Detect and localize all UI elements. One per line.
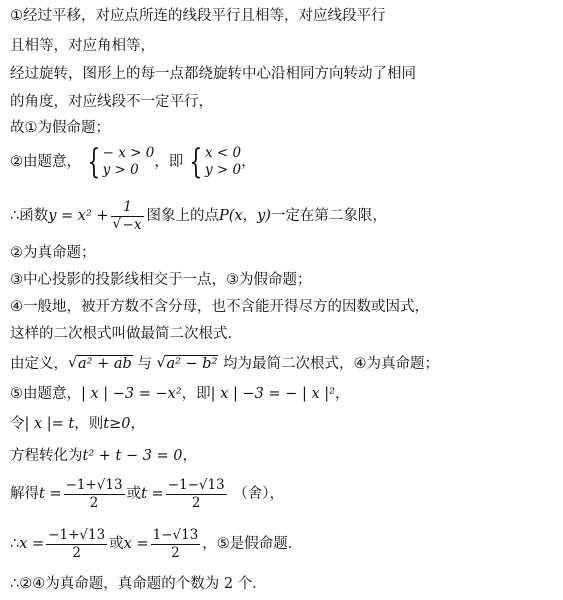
text-line: ①经过平移，对应点所连的线段平行且相等，对应线段平行 <box>10 8 386 24</box>
text-line: 这样的二次根式叫做最简二次根式． <box>10 326 242 342</box>
fraction: $\frac{1-√13}{2}$ <box>152 526 199 561</box>
text-line: ②为真命题； <box>10 245 96 261</box>
text-line: 且相等，对应角相等， <box>10 38 155 54</box>
function-line: ∴函数y = x² + 1 √ −x 图象上的点P(x，y)一定在第二象限， <box>10 196 387 236</box>
solve-t-line: 解得t = $\frac{-1+√13}{2}$ 或t = $\frac{-1-√13}{2}$ （舍）， <box>10 476 285 511</box>
fraction: $\frac{-1-√13}{2}$ <box>167 476 225 511</box>
radical-1: √ a² + ab <box>68 354 133 374</box>
text-line: 故①为假命题； <box>10 120 110 136</box>
let-line: 令| x |= t，则t≥0， <box>10 416 145 432</box>
definition-line: 由定义，√ a² + ab 与 √ a² − b² 均为最简二次根式，④为真命题； <box>10 354 439 374</box>
solve-x-line: ∴x = $\frac{-1+√13}{2}$ 或x = $\frac{1-√13}{2}$ ，⑤是假命题． <box>10 526 303 561</box>
system-1: − x > 0 y > 0 <box>102 145 155 178</box>
radical-2: √ a² − b² <box>156 354 218 374</box>
system-2: x < 0 y > 0 <box>204 145 242 178</box>
fraction: $\frac{-1+√13}{2}$ <box>48 526 106 561</box>
conclusion-line: ∴②④为真命题，真命题的个数为 2 个． <box>10 576 267 592</box>
text-line: 的角度，对应线段不一定平行， <box>10 94 213 110</box>
transform-line: 方程转化为t² + t − 3 = 0， <box>10 448 198 464</box>
item-2-line: ②由题意， { − x > 0 y > 0 ，即 { x < 0 y > 0 ， <box>10 142 256 182</box>
item-5-line: ⑤由题意，| x | −3 = −x²，即| x | −3 = − | x |²， <box>10 386 350 402</box>
fraction: $\frac{-1+√13}{2}$ <box>65 476 123 511</box>
text-line: ③中心投影的投影线相交于一点，③为假命题； <box>10 272 312 288</box>
text-line: ④一般地，被开方数不含分母，也不含能开得尽方的因数或因式， <box>10 299 429 315</box>
fraction: 1 √ −x <box>111 200 145 233</box>
text-line: 经过旋转，图形上的每一点都绕旋转中心沿相同方向转动了相同 <box>10 66 416 82</box>
